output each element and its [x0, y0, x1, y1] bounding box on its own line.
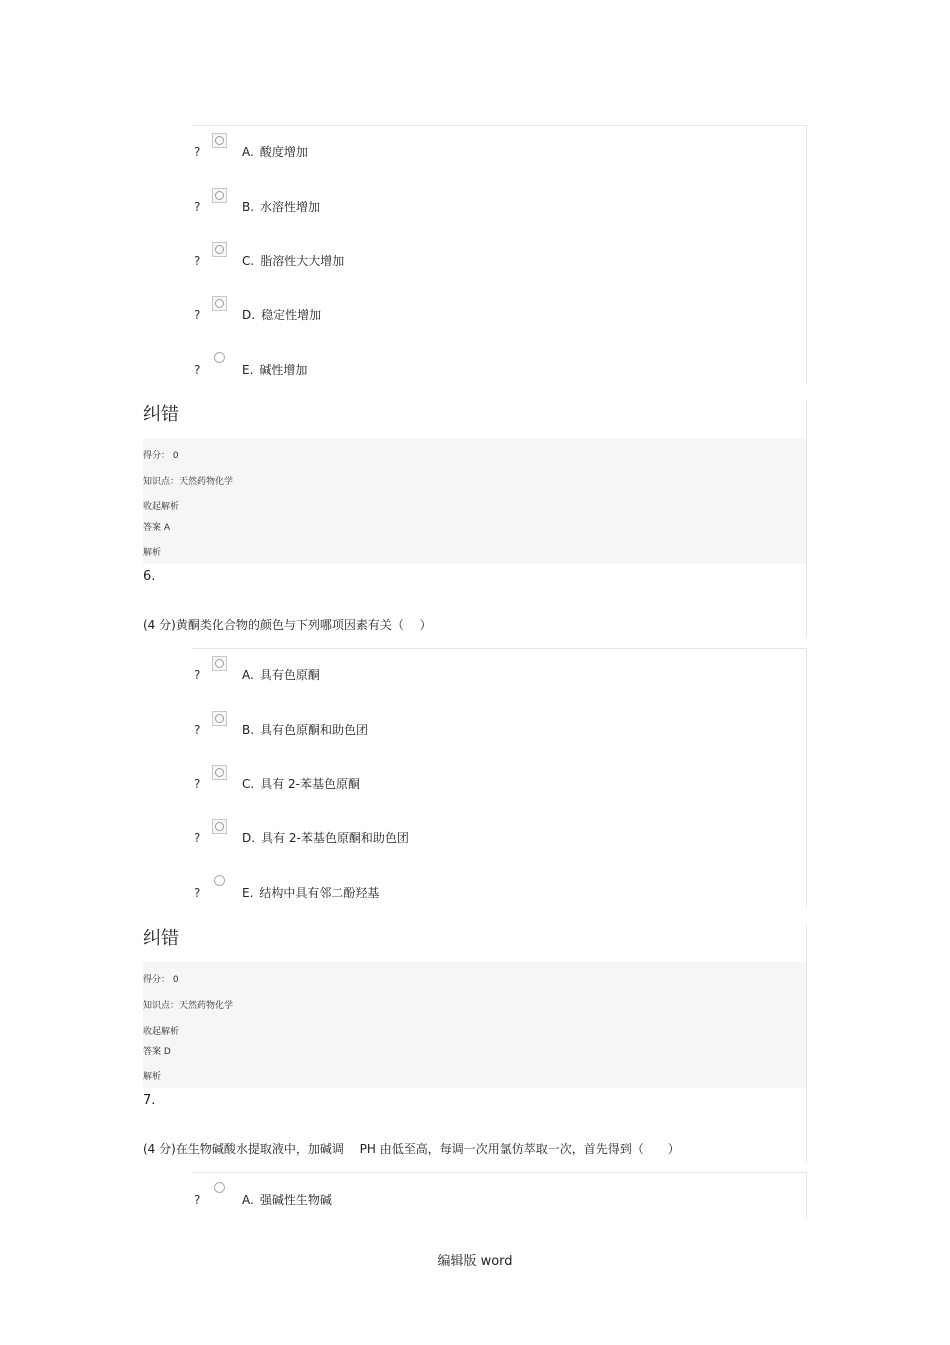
question-number: 7. — [143, 1093, 156, 1108]
answer-text: 答案 D — [143, 1047, 171, 1057]
options-block-q6 — [192, 648, 807, 908]
question-mark: ? — [194, 363, 201, 377]
radio-icon[interactable] — [212, 819, 227, 834]
radio-icon[interactable] — [212, 242, 227, 257]
collapse-analysis-link[interactable]: 收起解析 — [143, 1027, 180, 1037]
analysis-panel — [143, 438, 806, 564]
question-mark: ? — [194, 723, 201, 737]
option-a[interactable]: ? A. 强碱性生物碱 — [192, 1181, 792, 1211]
page-footer: 编辑版 word — [437, 1254, 513, 1269]
feedback-q6 — [143, 924, 807, 1162]
feedback-q5 — [143, 400, 807, 637]
radio-icon[interactable] — [212, 656, 227, 671]
option-a[interactable]: ? A. 具有色原酮 — [192, 656, 792, 686]
option-b[interactable]: ? B. 具有色原酮和助色团 — [192, 711, 792, 741]
option-d[interactable]: ? D. 具有 2-苯基色原酮和助色团 — [192, 819, 792, 849]
analysis-label: 解析 — [143, 1072, 162, 1082]
question-text: (4 分)黄酮类化合物的颜色与下列哪项因素有关（ ） — [143, 618, 432, 632]
radio-icon[interactable] — [212, 874, 225, 887]
radio-icon[interactable] — [212, 1181, 225, 1194]
question-mark: ? — [194, 200, 201, 214]
question-mark: ? — [194, 254, 201, 268]
question-mark: ? — [194, 668, 201, 682]
analysis-panel — [143, 962, 806, 1088]
knowledge-point: 知识点：天然药物化学 — [143, 477, 234, 487]
collapse-analysis-link[interactable]: 收起解析 — [143, 502, 180, 512]
question-mark: ? — [194, 777, 201, 791]
question-mark: ? — [194, 145, 201, 159]
option-a[interactable]: ? A. 酸度增加 — [192, 133, 792, 163]
radio-icon[interactable] — [212, 351, 225, 364]
question-mark: ? — [194, 1193, 201, 1207]
score-text: 得分： 0 — [143, 975, 179, 985]
question-text: (4 分)在生物碱酸水提取液中，加碱调 PH 由低至高，每调一次用氯仿萃取一次，首先得到（ ） — [143, 1142, 680, 1156]
option-c[interactable]: ? C. 脂溶性大大增加 — [192, 242, 792, 272]
option-e[interactable]: ? E. 碱性增加 — [192, 351, 792, 381]
radio-icon[interactable] — [212, 296, 227, 311]
option-b[interactable]: ? B. 水溶性增加 — [192, 188, 792, 218]
options-block-q7 — [192, 1172, 807, 1219]
correct-error-link[interactable]: 纠错 — [143, 928, 179, 949]
analysis-label: 解析 — [143, 548, 162, 558]
score-text: 得分： 0 — [143, 451, 179, 461]
question-mark: ? — [194, 831, 201, 845]
radio-icon[interactable] — [212, 711, 227, 726]
options-block-q5 — [192, 125, 807, 384]
question-number: 6. — [143, 569, 156, 584]
radio-icon[interactable] — [212, 188, 227, 203]
option-e[interactable]: ? E. 结构中具有邻二酚羟基 — [192, 874, 792, 904]
option-c[interactable]: ? C. 具有 2-苯基色原酮 — [192, 765, 792, 795]
option-d[interactable]: ? D. 稳定性增加 — [192, 296, 792, 326]
question-mark: ? — [194, 886, 201, 900]
radio-icon[interactable] — [212, 133, 227, 148]
question-mark: ? — [194, 308, 201, 322]
answer-text: 答案 A — [143, 523, 171, 533]
radio-icon[interactable] — [212, 765, 227, 780]
knowledge-point: 知识点：天然药物化学 — [143, 1001, 234, 1011]
correct-error-link[interactable]: 纠错 — [143, 404, 179, 425]
